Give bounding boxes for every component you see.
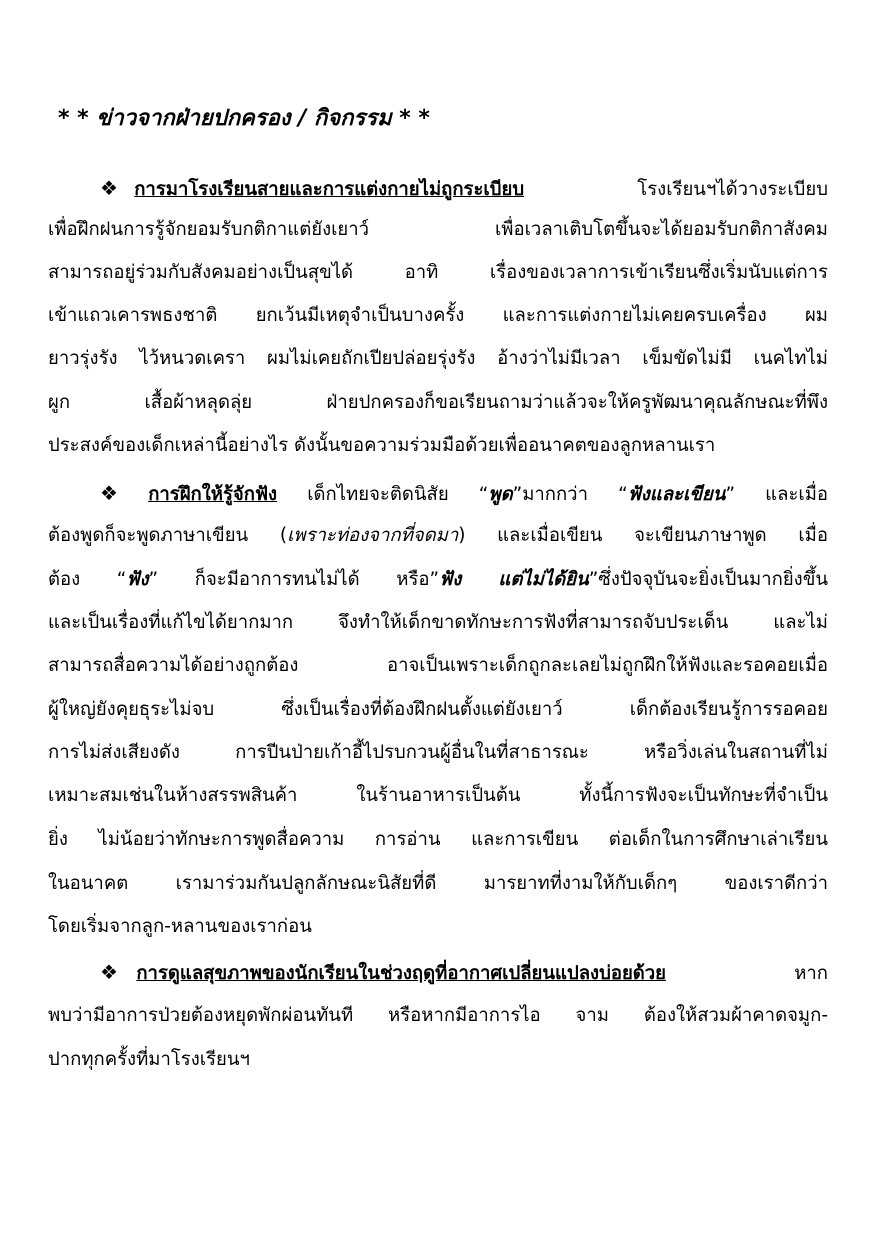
section3-first-line [100,957,828,987]
section2-line-3 [48,565,828,595]
text-span: ” ก็จะมีอาการทนไม่ได้ หรือ” [148,569,440,590]
text-line: และเป็นเรื่องที่แก้ไขได้ยากมาก จึงทำให้เด็กขาดทักษะการฟังที่สามารถจับประเด็น และไม่ [48,612,828,633]
text-span: ”มากกว่า “ [512,484,628,505]
section2-first-line [100,478,828,508]
text-line: เข้าแถวเคารพธงชาติ ยกเว้นมีเหตุจำเป็นบางครั้ง และการแต่งกายไม่เคยครบเครื่อง ผม [48,305,828,326]
text-line: สามารถอยู่ร่วมกับสังคมอย่างเป็นสุขได้ อาทิ เรื่องของเวลาการเข้าเรียนซึ่งเริ่มนับแต่การ [48,262,828,283]
text-span: ต้องพูดก็จะพูดภาษาเขียน ( [48,525,288,546]
section2-line-2 [48,521,828,551]
text-line: หาก [794,963,828,984]
section3-heading: การดูแลสุขภาพของนักเรียนในช่วงฤดูที่อากาศเปลี่ยนแปลงบ่อยด้วย [136,963,667,984]
text-span: ”ซึ่งปัจจุบันจะยิ่งเป็นมากยิ่งขึ้น [588,569,828,590]
text-span: ” และเมื่อ [725,484,829,505]
emphasis-text: พูด [488,484,513,505]
text-line: เหมาะสมเช่นในห้างสรรพสินค้า ในร้านอาหารเป็นต้น ทั้งนี้การฟังจะเป็นทักษะที่จำเป็น [48,785,828,806]
text-line: โดยเริ่มจากลูก-หลานของเราก่อน [48,916,312,937]
text-line: เพื่อฝึกฝนการรู้จักยอมรับกติกาแต่ยังเยาว์ เพื่อเวลาเติบโตขึ้นจะได้ยอมรับกติกาสังคม [48,219,828,240]
text-line: โรงเรียนฯได้วางระเบียบ [637,179,828,200]
text-span: เด็กไทยจะติดนิสัย “ [277,484,489,505]
text-line: ยิ่ง ไม่น้อยว่าทักษะการพูดสื่อความ การอ่าน และการเขียน ต่อเด็กในการศึกษาเล่าเรียน [48,829,828,850]
emphasis-text: ฟังและเขียน [627,484,726,505]
text-line: ปากทุกครั้งที่มาโรงเรียนฯ [48,1049,250,1070]
text-span: ) และเมื่อเขียน จะเขียนภาษาพูด เมื่อ [458,525,828,546]
text-line: การไม่ส่งเสียงดัง การปีนป่ายเก้าอี้ไปรบกวนผู้อื่นในที่สาธารณะ หรือวิ่งเล่นในสถานที่ไม่ [48,742,828,763]
diamond-bullet-icon: ❖ [100,960,131,984]
text-line: พบว่ามีอาการป่วยต้องหยุดพักผ่อนทันที หรือหากมีอาการไอ จาม ต้องให้สวมผ้าคาดจมูก- [48,1005,828,1026]
text-span: ต้อง “ [48,569,127,590]
text-line: ในอนาคต เรามาร่วมกันปลูกลักษณะนิสัยที่ดี มารยาทที่งามให้กับเด็กๆ ของเราดีกว่า [48,873,828,894]
section2-heading: การฝึกให้รู้จักฟัง [148,484,278,505]
page-title: * * ข่าวจากฝ่ายปกครอง / กิจกรรม * * [58,106,430,131]
diamond-bullet-icon: ❖ [100,176,129,200]
text-line: สามารถสื่อความได้อย่างถูกต้อง อาจเป็นเพราะเด็กถูกละเลยไม่ถูกฝึกให้ฟังและรอคอยเมื่อ [48,655,828,676]
section1-heading: การมาโรงเรียนสายและการแต่งกายไม่ถูกระเบียบ [134,179,525,200]
text-line: ผูก เสื้อผ้าหลุดลุ่ย ฝ่ายปกครองก็ขอเรียนถามว่าแล้วจะให้ครูพัฒนาคุณลักษณะที่พึง [48,392,828,413]
section1-first-line [100,173,828,203]
text-line: ประสงค์ของเด็กเหล่านี้อย่างไร ดังนั้นขอความร่วมมือด้วยเพื่ออนาคตของลูกหลานเรา [48,435,716,456]
emphasis-text: ฟัง [126,569,149,590]
italic-text: เพราะท่องจากที่จดมา [287,525,459,546]
diamond-bullet-icon: ❖ [100,481,143,505]
text-line: ผู้ใหญ่ยังคุยธุระไม่จบ ซึ่งเป็นเรื่องที่ต้องฝึกฝนตั้งแต่ยังเยาว์ เด็กต้องเรียนรู้การรอคอย [48,699,828,720]
text-line: ยาวรุ่งรัง ไว้หนวดเครา ผมไม่เคยถักเปียปล่อยรุ่งรัง อ้างว่าไม่มีเวลา เข็มขัดไม่มี เนคไทไม่ [48,348,828,369]
emphasis-text: ฟัง แต่ไม่ได้ยิน [439,569,589,590]
